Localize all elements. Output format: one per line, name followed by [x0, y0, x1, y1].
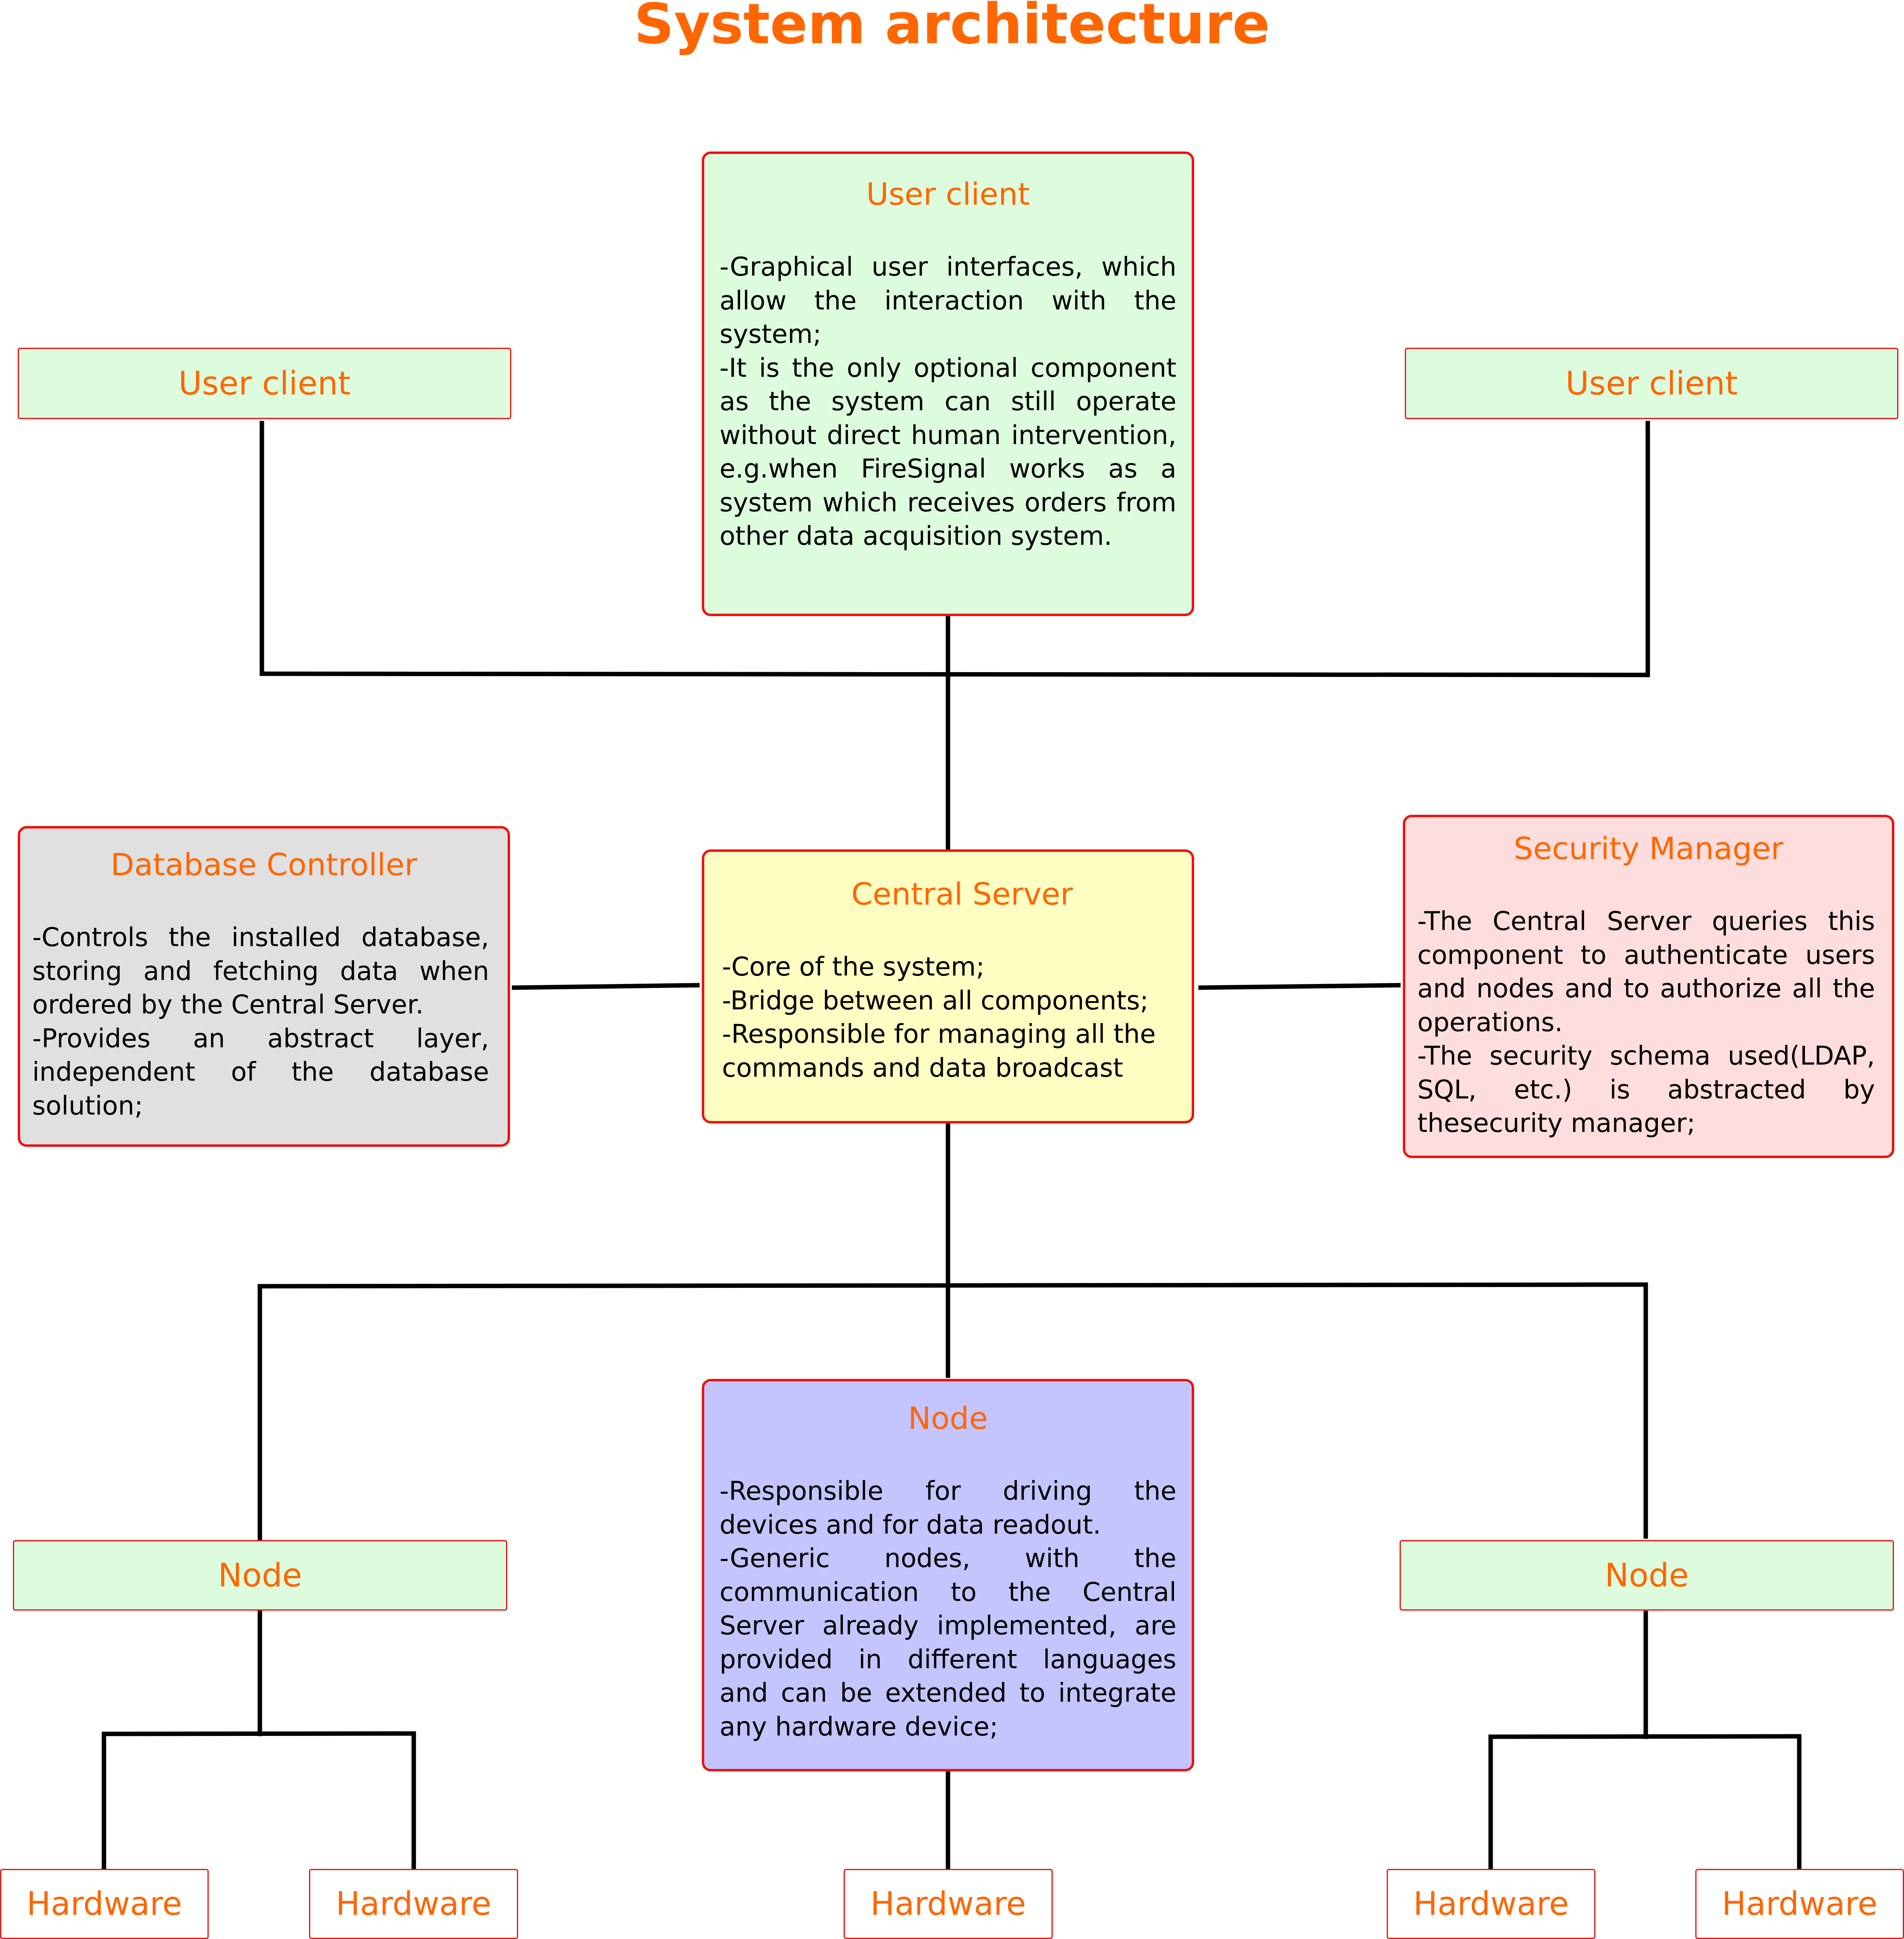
description-paragraph: -Controls the installed database, storing and fetching data when ordered by the Central Server. — [32, 923, 489, 1020]
hardware-box-1 — [0, 1869, 209, 1939]
hardware-box-4 — [1387, 1869, 1595, 1939]
node-title: Node — [908, 1400, 988, 1436]
security-manager-description — [1417, 905, 1875, 1141]
node-box — [702, 1379, 1194, 1771]
connector-hw-right-bus — [1491, 1736, 1799, 1737]
connector-database-central — [514, 985, 697, 988]
hardware-label: Hardware — [870, 1885, 1026, 1922]
connector-hw-left-bus — [104, 1733, 414, 1734]
hardware-label: Hardware — [336, 1885, 492, 1922]
user-client-description — [720, 251, 1176, 554]
hardware-label: Hardware — [1413, 1885, 1569, 1922]
connector-node-bus — [260, 1285, 1646, 1286]
description-paragraph: -Provides an abstract layer, independent of the database solution; — [32, 1023, 489, 1121]
description-paragraph: -The security schema used(LDAP, SQL, etc.) is abstracted by thesecurity manager; — [1417, 1041, 1875, 1138]
node-description — [720, 1475, 1176, 1744]
node-right-box — [1400, 1540, 1894, 1611]
central-server-description — [722, 951, 1180, 1085]
node-left-box — [13, 1540, 507, 1611]
user-client-left-label: User client — [178, 364, 351, 402]
hardware-label: Hardware — [26, 1885, 183, 1922]
database-controller-description — [32, 921, 489, 1123]
node-right-label: Node — [1605, 1556, 1689, 1594]
diagram-title: System architecture — [634, 0, 1270, 56]
user-client-right-label: User client — [1565, 364, 1738, 402]
connector-user-bus — [262, 674, 1648, 675]
description-paragraph: -Graphical user interfaces, which allow the interaction with the system; — [720, 252, 1176, 349]
description-paragraph: -Bridge between all components; — [722, 986, 1149, 1016]
hardware-box-5 — [1695, 1869, 1904, 1939]
node-left-label: Node — [218, 1556, 302, 1594]
user-client-box — [702, 152, 1194, 616]
hardware-label: Hardware — [1721, 1885, 1878, 1922]
description-paragraph: -It is the only optional component as the system can still operate without direct human intervention, e.g.when FireSignal works as a system which receives orders from other data acquisition system. — [720, 353, 1176, 551]
security-manager-box — [1403, 815, 1894, 1158]
description-paragraph: -The Central Server queries this component to authenticate users and nodes and to authorize all the operations. — [1417, 907, 1875, 1038]
description-paragraph: -Generic nodes, with the communication to the Central Server already implemented, are provided in different languages and can be extended to integrate any hardware device; — [720, 1544, 1176, 1742]
description-paragraph: -Core of the system; — [722, 952, 985, 982]
user-client-title: User client — [866, 176, 1030, 212]
description-paragraph: -Responsible for driving the devices and for data readout. — [720, 1476, 1176, 1540]
security-manager-title: Security Manager — [1514, 830, 1784, 866]
user-client-right-box — [1405, 348, 1898, 419]
hardware-box-2 — [309, 1869, 518, 1939]
connector-central-security — [1201, 985, 1398, 988]
hardware-box-3 — [844, 1869, 1053, 1939]
description-paragraph: -Responsible for managing all the commands and data broadcast — [722, 1019, 1156, 1083]
user-client-left-box — [18, 348, 511, 419]
central-server-box — [702, 849, 1194, 1123]
central-server-title: Central Server — [851, 876, 1073, 912]
database-controller-box — [18, 826, 510, 1147]
database-controller-title: Database Controller — [110, 847, 417, 882]
